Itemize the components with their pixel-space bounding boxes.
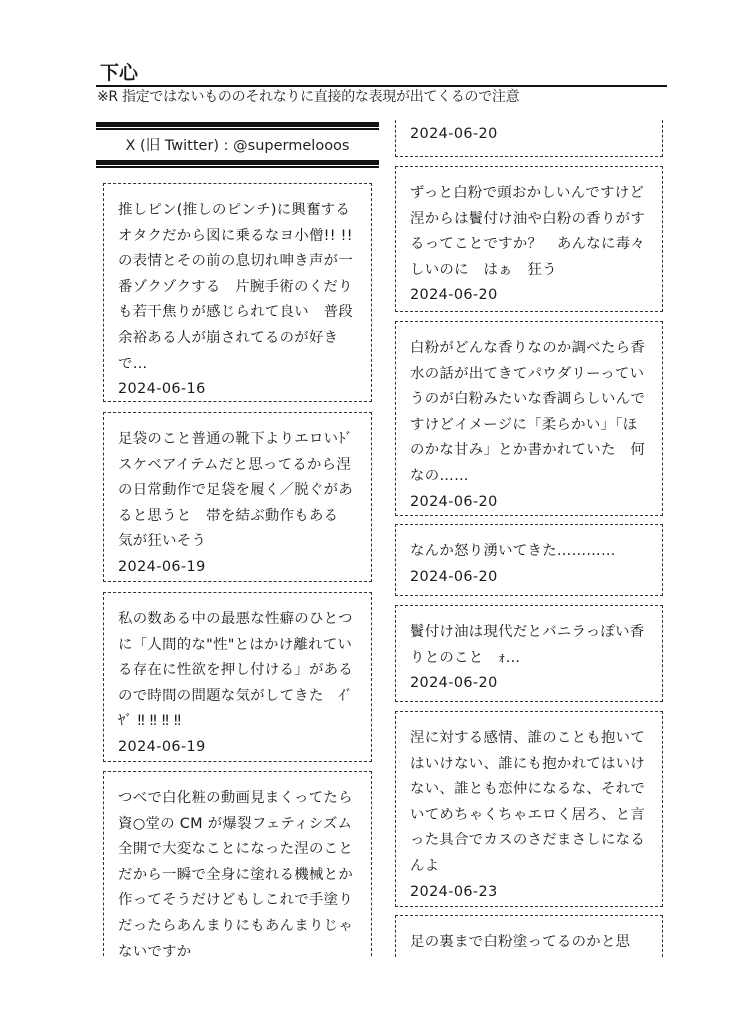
post-date: 2024-06-20 (410, 126, 498, 142)
post-text: 私の数ある中の最悪な性癖のひとつに「人間的な"性"とはかけ離れている存在に性欲を押し付ける」があるので時間の問題な気がしてきた ｲﾞﾔﾞ ‼ ‼ ‼ ‼ (118, 611, 354, 730)
post-card (395, 524, 663, 596)
post-date: 2024-06-19 (118, 738, 206, 755)
post-card (103, 412, 372, 582)
post-date: 2024-06-20 (410, 493, 498, 510)
post-text: 足の裏まで白粉塗ってるのかと思 (410, 934, 631, 950)
post-text: つべで白化粧の動画見まくってたら資○堂の CM が爆裂フェティシズム全開で大変なことになった涅のことだから一瞬で全身に塗れる機械とか作ってそうだけどもしこれで手塗りだったらあんまりにもあんまりじゃないですか (118, 790, 354, 960)
post-text: なんか怒り湧いてきた………… (410, 543, 616, 559)
header-bottom-rule (96, 160, 379, 171)
post-text: 白粉がどんな香りなのか調べたら香水の話が出てきてパウダリーっていうのが白粉みたいな香調らしいんですけどイメージに「柔らかい」「ほのかな甘み」とか書かれていた 何なの…… (410, 340, 646, 484)
post-text: 推しピン(推しのピンチ)に興奮するオタクだから図に乗るなヨ小僧!! !!の表情とその前の息切れ呻き声が一番ゾクゾクする 片腕手術のくだりも若干焦りが感じられて良い 普段余裕ある人が崩されてるのが好きで… (118, 202, 354, 372)
post-date: 2024-06-19 (118, 558, 206, 575)
post-date: 2024-06-20 (410, 568, 498, 585)
post-date: 2024-06-20 (410, 287, 498, 304)
post-text: 鬢付け油は現代だとバニラっぽい香りとのこと ｫ… (410, 624, 645, 666)
post-date: 2024-06-16 (118, 381, 206, 398)
page-title: 下心 (100, 62, 139, 84)
sns-account-header (96, 122, 379, 172)
content-warning: ※R 指定ではないもののそれなりに直接的な表現が出てくるので注意 (97, 89, 520, 105)
header-top-rule (96, 122, 379, 133)
post-card (395, 711, 663, 907)
post-text: ずっと白粉で頭おかしいんですけど 涅からは鬢付け油や白粉の香りがするってことですか？ あんなに毒々しいのに はぁ 狂う (410, 185, 659, 278)
post-text: 足袋のこと普通の靴下よりエロいﾄﾞスケベアイテムだと思ってるから涅の日常動作で足袋を履く／脱ぐがあると思うと 帯を結ぶ動作もある 気が狂いそう (118, 431, 354, 550)
post-card (395, 321, 663, 516)
post-text: 涅に対する感情、誰のことも抱いてはいけない、誰にも抱かれてはいけない、誰とも恋仲になるな、それでいてめちゃくちゃエロく居ろ、と言った具合でカスのさだまさしになるんよ (410, 730, 646, 874)
post-date: 2024-06-20 (410, 675, 498, 692)
post-card (395, 915, 663, 957)
post-card (103, 771, 372, 960)
post-card (395, 605, 663, 702)
post-card (395, 166, 663, 312)
post-card (103, 183, 372, 402)
post-card (395, 120, 663, 157)
sns-account-label: X (旧 Twitter) : @supermelooos (125, 138, 350, 154)
post-date: 2024-06-23 (410, 883, 498, 900)
post-card (103, 592, 372, 762)
